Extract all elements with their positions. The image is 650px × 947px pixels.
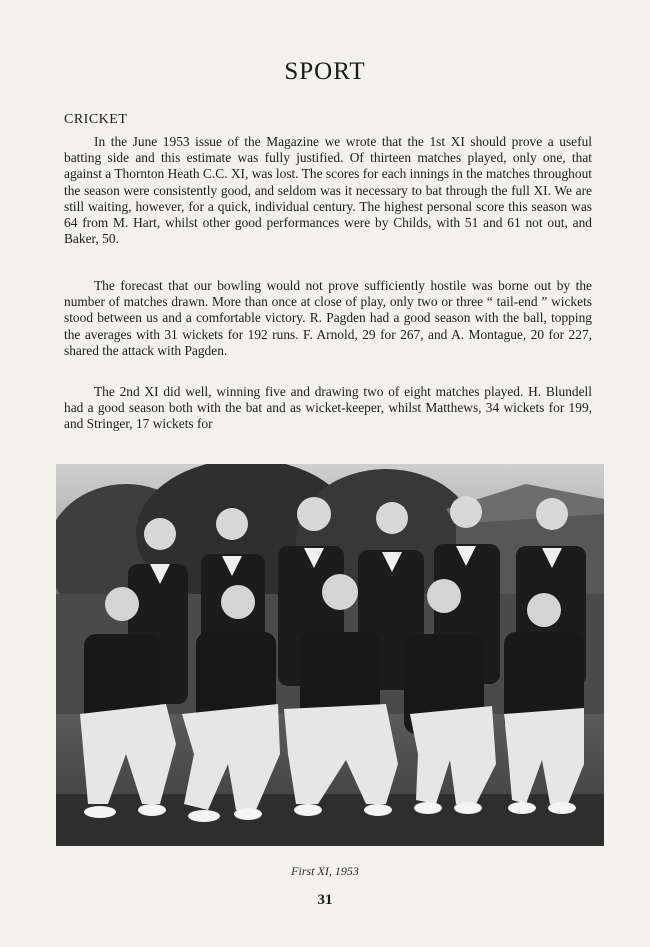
team-photo-image [56,464,604,846]
page-title: SPORT [284,58,366,85]
paragraph-3-text: The 2nd XI did well, winning five and drawing two of eight matches played. H. Blundell had a good season both with the bat and as wicket-keeper, whilst Matthews, 34 wickets for 199, and Stringer, 17 wickets for [64,384,592,432]
paragraph-2 [64,278,592,359]
paragraph-3 [64,384,592,433]
section-heading: CRICKET [64,112,128,127]
team-photo [56,464,604,846]
photo-caption: First XI, 1953 [291,864,359,878]
page-number: 31 [317,892,333,908]
paragraph-1-text: In the June 1953 issue of the Magazine we wrote that the 1st XI should prove a useful batting side and this estimate was fully justified. Of thirteen matches played, only one, that against a Thornton Heath C.C. XI, was lost. The scores for each innings in the matches throughout the season were consistently good, and seldom was it necessary to bat through the full XI. We are still waiting, however, for a quick, individual century. The highest personal score this season was 64 from M. Hart, whilst other good performances were by Childs, with 51 and 61 not out, and Baker, 50. [64,134,592,247]
paragraph-1 [64,134,592,247]
paragraph-2-text: The forecast that our bowling would not prove sufficiently hostile was borne out by the number of matches drawn. More than once at close of play, only two or three “ tail-end ” wickets stood between us and a comfortable victory. R. Pagden had a good season with the ball, topping the averages with 31 wickets for 192 runs. F. Arnold, 29 for 267, and A. Montague, 20 for 227, shared the attack with Pagden. [64,278,592,358]
